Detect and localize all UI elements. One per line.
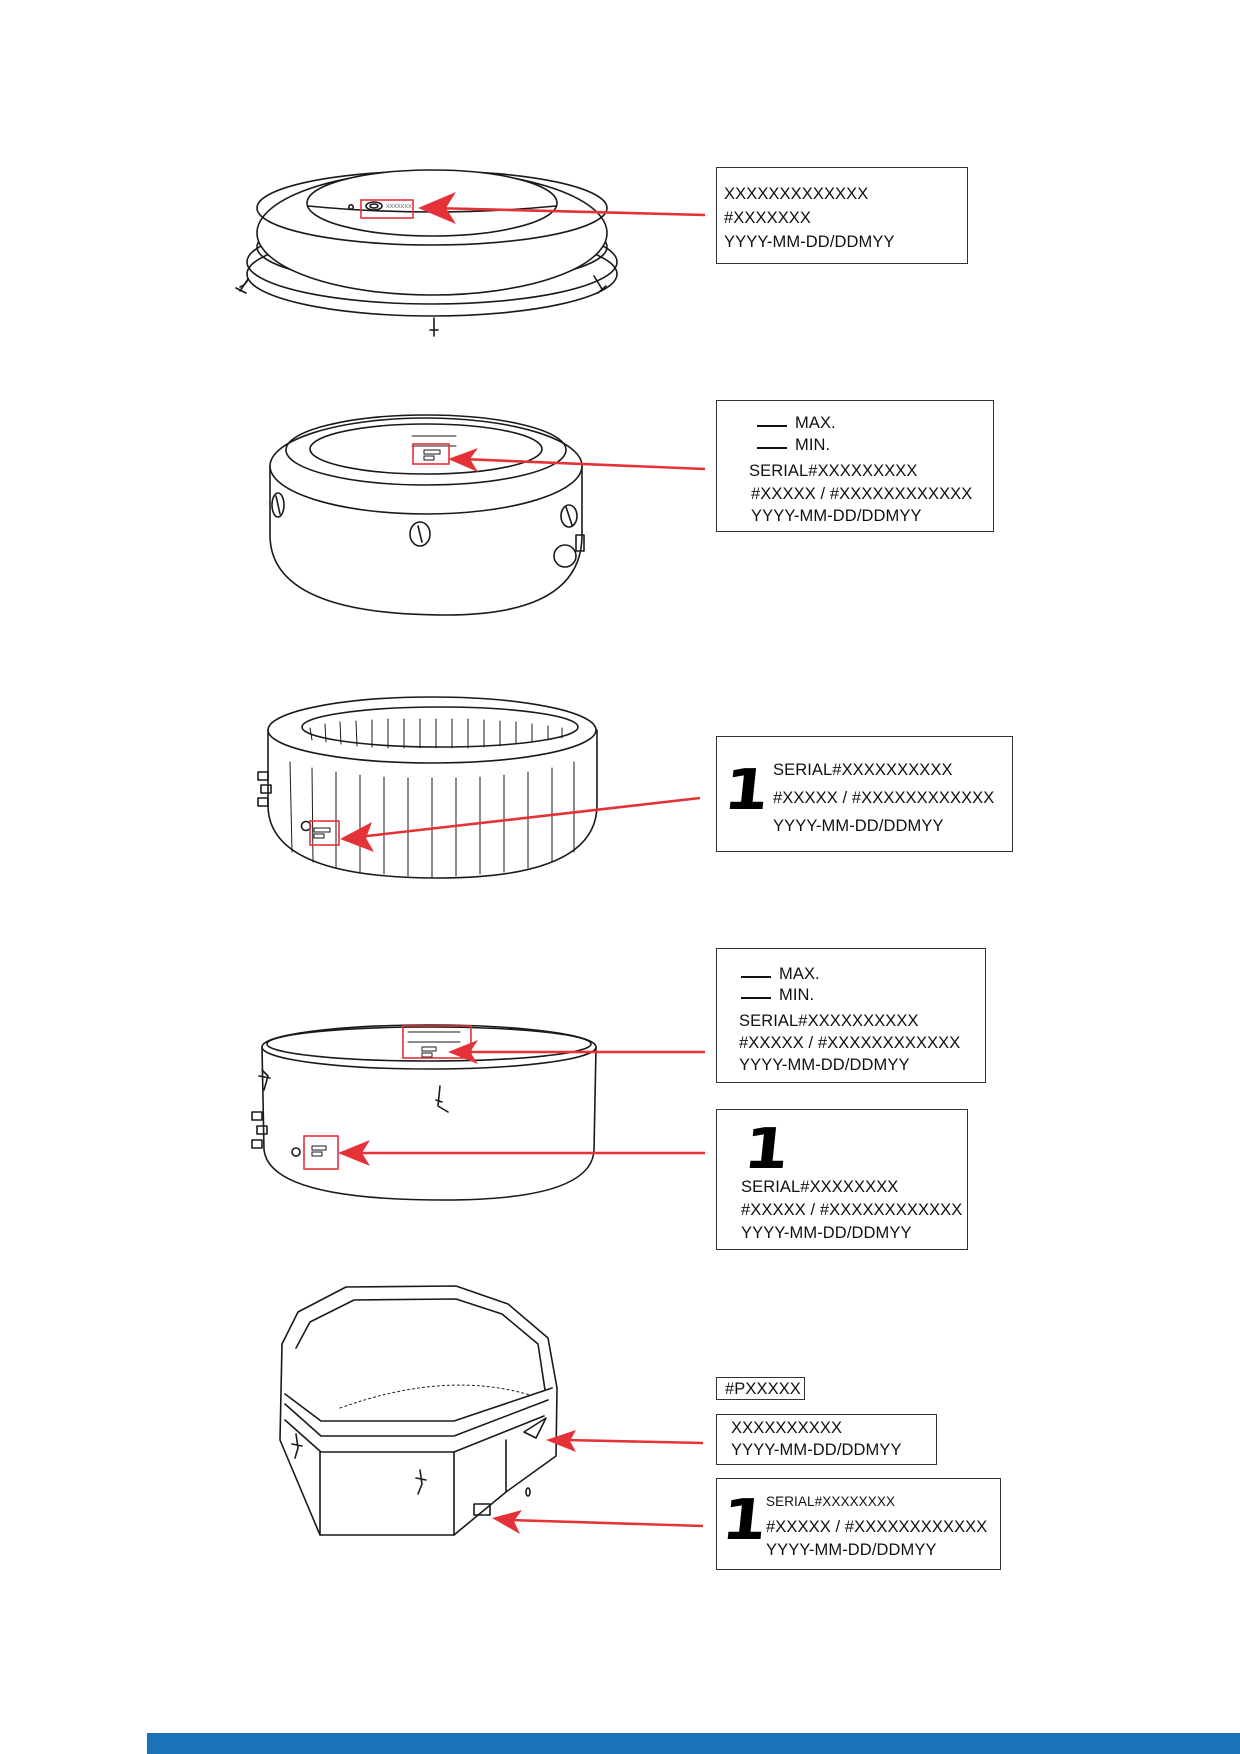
- label-box-3: [716, 736, 1013, 852]
- label-4a-line-1: SERIAL#XXXXXXXXXX: [739, 1012, 919, 1030]
- label-box-1: [716, 167, 968, 264]
- label-5b-line-1: XXXXXXXXXX: [731, 1419, 843, 1437]
- spa-ribbed-tub-drawing: [258, 697, 597, 878]
- label-box-5b: [716, 1414, 937, 1465]
- label-box-5a: [716, 1377, 805, 1400]
- min-line-marker: [757, 447, 787, 449]
- max-line-marker: [741, 976, 771, 978]
- label-5c-line-3: YYYY-MM-DD/DDMYY: [766, 1541, 937, 1559]
- label-4b-line-3: YYYY-MM-DD/DDMYY: [741, 1224, 912, 1242]
- label-box-4b: [716, 1109, 968, 1250]
- label-1-line-1: XXXXXXXXXXXXX: [724, 185, 869, 203]
- arrow-label-5c: [510, 1520, 703, 1526]
- label-5a-line-1: #PXXXXX: [725, 1380, 801, 1398]
- label-3-line-2: #XXXXX / #XXXXXXXXXXXX: [773, 789, 995, 807]
- label-4b-big-number: 1: [740, 1117, 793, 1182]
- label-3-line-1: SERIAL#XXXXXXXXXX: [773, 761, 953, 779]
- label-2-line-3: YYYY-MM-DD/DDMYY: [751, 507, 922, 525]
- label-1-line-2: #XXXXXXX: [724, 209, 812, 227]
- label-3-big-number: 1: [720, 758, 773, 823]
- label-5c-line-2: #XXXXX / #XXXXXXXXXXXX: [766, 1518, 988, 1536]
- spa-round-tub-drawing: [270, 415, 584, 615]
- label-4a-max: MAX.: [779, 965, 820, 983]
- label-4a-line-3: YYYY-MM-DD/DDMYY: [739, 1056, 910, 1074]
- label-2-line-2: #XXXXX / #XXXXXXXXXXXX: [751, 485, 973, 503]
- label-5b-line-2: YYYY-MM-DD/DDMYY: [731, 1441, 902, 1459]
- label-box-4a: [716, 948, 986, 1083]
- label-box-2: [716, 400, 994, 532]
- label-3-line-3: YYYY-MM-DD/DDMYY: [773, 817, 944, 835]
- label-5c-big-number: 1: [718, 1488, 771, 1553]
- label-4a-min: MIN.: [779, 986, 815, 1004]
- label-2-max: MAX.: [795, 414, 836, 432]
- min-line-marker: [741, 997, 771, 999]
- footer-bar: [147, 1733, 1240, 1754]
- arrow-label-5b: [566, 1440, 703, 1443]
- label-4b-line-1: SERIAL#XXXXXXXX: [741, 1178, 899, 1196]
- max-line-marker: [757, 425, 787, 427]
- highlight-outer-label-3: [310, 821, 339, 845]
- label-2-min: MIN.: [795, 436, 831, 454]
- spa-octagonal-frame-drawing: [280, 1286, 557, 1535]
- label-5c-line-1: SERIAL#XXXXXXXX: [766, 1494, 896, 1509]
- label-2-line-1: SERIAL#XXXXXXXXX: [749, 462, 918, 480]
- label-box-5c: [716, 1478, 1001, 1570]
- label-4a-line-2: #XXXXX / #XXXXXXXXXXXX: [739, 1034, 961, 1052]
- arrow-label-3: [358, 798, 700, 837]
- sticker-text: XXXXXXX: [386, 204, 412, 210]
- label-1-line-3: YYYY-MM-DD/DDMYY: [724, 233, 895, 251]
- spa-cover-drawing: [236, 170, 617, 336]
- label-4b-line-2: #XXXXX / #XXXXXXXXXXXX: [741, 1201, 963, 1219]
